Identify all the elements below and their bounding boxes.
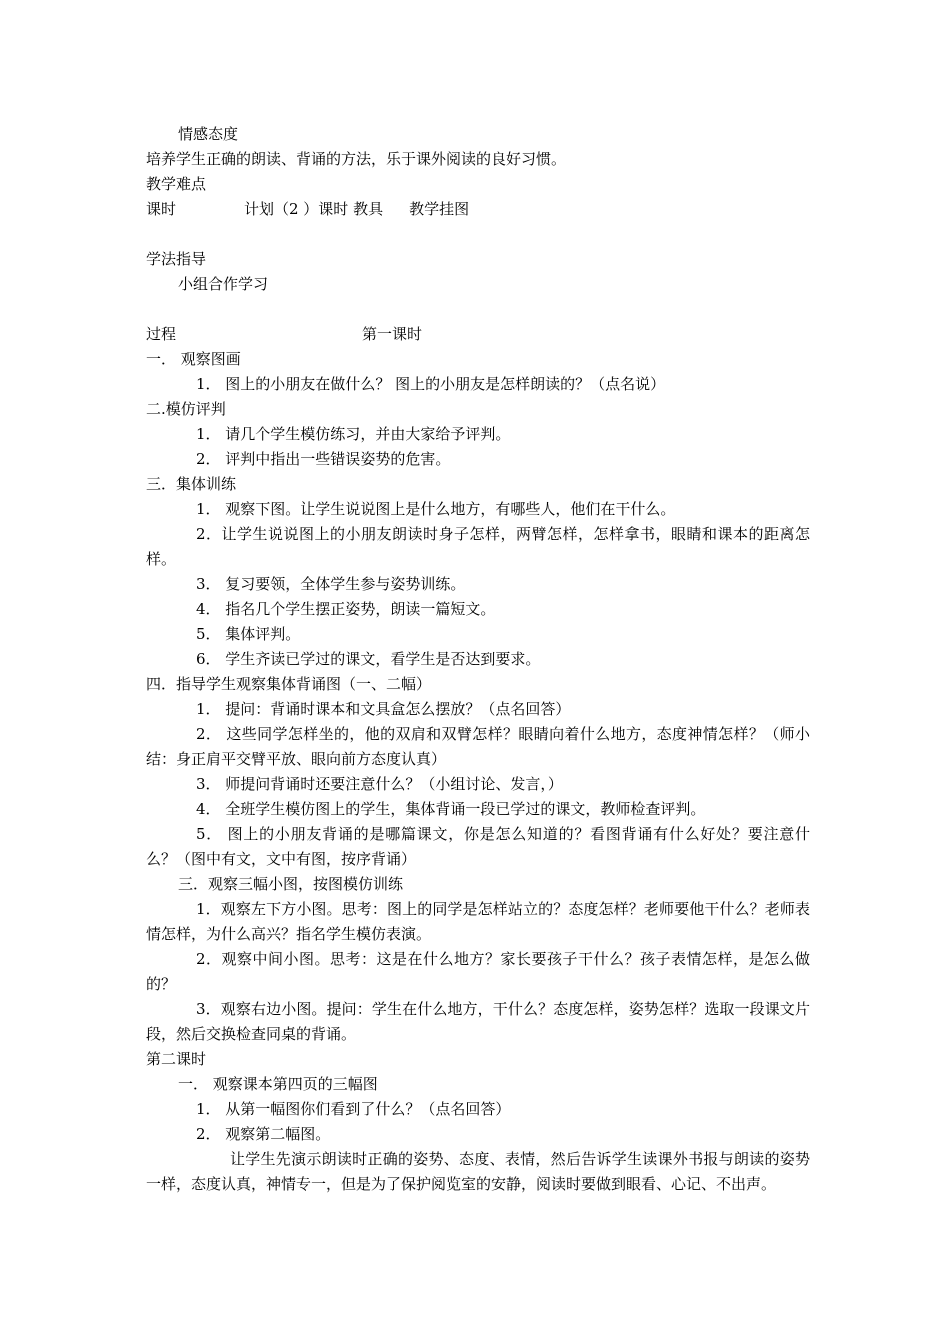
list-item: 2．观察中间小图。思考：这是在什么地方？家长要孩子干什么？孩子表情怎样，是怎么做的？ — [146, 950, 810, 993]
list-item: 1． 提问：背诵时课本和文具盒怎么摆放？（点名回答） — [196, 700, 571, 718]
list-item: 5． 图上的小朋友背诵的是哪篇课文，你是怎么知道的？看图背诵有什么好处？要注意什么？（图中有文，文中有图，按序背诵） — [146, 825, 810, 868]
list-item: 6． 学生齐读已学过的课文，看学生是否达到要求。 — [196, 650, 541, 668]
schedule-tool: 教学挂图 — [409, 200, 470, 218]
lesson-two-paragraph: 让学生先演示朗读时正确的姿势、态度、表情，然后告诉学生读课外书报与朗读的姿势一样，态度认真，神情专一，但是为了保护阅览室的安静，阅读时要做到眼看、心记、不出声。 — [146, 1150, 810, 1193]
list-item: 4． 全班学生模仿图上的学生，集体背诵一段已学过的课文，教师检查评判。 — [196, 800, 706, 818]
schedule-row — [146, 197, 810, 222]
section-title: 一． 观察图画 — [146, 350, 241, 368]
list-item: 3． 复习要领，全体学生参与姿势训练。 — [196, 575, 466, 593]
list-item: 3． 师提问背诵时还要注意什么？（小组讨论、发言，） — [196, 775, 563, 793]
emotion-text: 培养学生正确的朗读、背诵的方法，乐于课外阅读的良好习惯。 — [146, 150, 567, 168]
process-label: 过程 — [146, 325, 177, 343]
list-item: 2．让学生说说图上的小朋友朗读时身子怎样，两臂怎样，怎样拿书，眼睛和课本的距离怎样。 — [146, 525, 810, 568]
list-item: 2． 这些同学怎样坐的，他的双肩和双臂怎样？眼睛向着什么地方，态度神情怎样？（师小结：身正肩平交臂平放、眼向前方态度认真） — [146, 725, 810, 768]
process-row — [146, 322, 810, 347]
list-item: 1． 从第一幅图你们看到了什么？（点名回答） — [196, 1100, 511, 1118]
section-title: 三．集体训练 — [146, 475, 237, 493]
schedule-label: 课时 — [146, 200, 177, 218]
lesson-one-label: 第一课时 — [362, 325, 423, 343]
method-heading: 学法指导 — [146, 250, 207, 268]
list-item: 2． 观察第二幅图。 — [196, 1125, 331, 1143]
list-item: 2． 评判中指出一些错误姿势的危害。 — [196, 450, 451, 468]
section-title: 三．观察三幅小图，按图模仿训练 — [178, 875, 404, 893]
list-item: 1．观察左下方小图。思考：图上的同学是怎样站立的？态度怎样？老师要他干什么？老师表情怎样，为什么高兴？指名学生模仿表演。 — [146, 900, 810, 943]
list-item: 4． 指名几个学生摆正姿势，朗读一篇短文。 — [196, 600, 496, 618]
method-text: 小组合作学习 — [178, 275, 269, 293]
document-page — [146, 122, 810, 1197]
list-item: 1． 图上的小朋友在做什么？ 图上的小朋友是怎样朗读的？（点名说） — [196, 375, 666, 393]
section-title: 一． 观察课本第四页的三幅图 — [178, 1075, 378, 1093]
lesson-two-title: 第二课时 — [146, 1050, 207, 1068]
section-title: 二.模仿评判 — [146, 400, 226, 418]
schedule-plan: 计划（2 ）课时 教具 — [244, 200, 384, 218]
list-item: 3．观察右边小图。提问：学生在什么地方，干什么？态度怎样，姿势怎样？选取一段课文片段，然后交换检查同桌的背诵。 — [146, 1000, 810, 1043]
list-item: 1． 请几个学生模仿练习，并由大家给予评判。 — [196, 425, 511, 443]
list-item: 5． 集体评判。 — [196, 625, 301, 643]
list-item: 1． 观察下图。让学生说说图上是什么地方，有哪些人，他们在干什么。 — [196, 500, 676, 518]
difficulty-heading: 教学难点 — [146, 175, 207, 193]
emotion-heading: 情感态度 — [178, 125, 239, 143]
section-title: 四．指导学生观察集体背诵图（一、二幅） — [146, 675, 432, 693]
